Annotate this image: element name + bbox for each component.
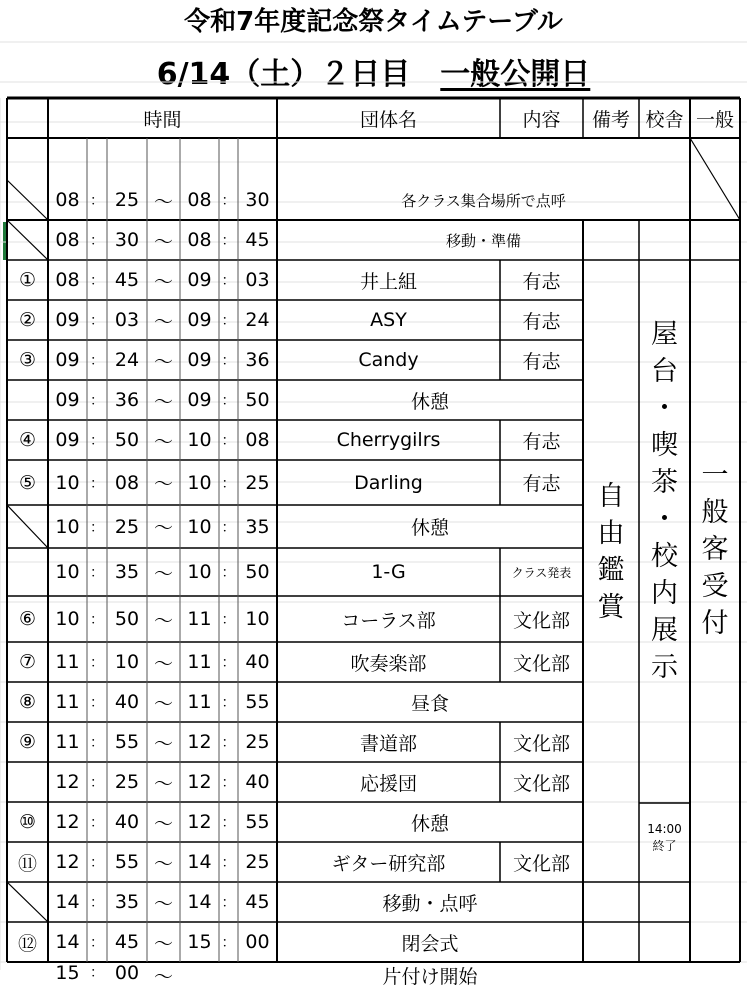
row-number[interactable]: ⑩ [18, 811, 37, 833]
end-minute[interactable]: 10 [245, 608, 270, 630]
end-hour[interactable]: 11 [187, 691, 212, 713]
start-minute[interactable]: 36 [114, 389, 140, 411]
group-name[interactable]: 移動・準備 [445, 231, 521, 250]
end-minute[interactable]: 24 [245, 309, 270, 331]
content-type[interactable]: 文化部 [512, 772, 570, 795]
start-minute[interactable]: 00 [114, 962, 140, 984]
group-name[interactable]: ASY [370, 309, 407, 331]
start-hour[interactable]: 09 [55, 389, 80, 411]
start-minute[interactable]: 35 [114, 561, 140, 583]
group-name[interactable]: コーラス部 [341, 609, 436, 632]
row-number[interactable]: ⑪ [17, 852, 37, 875]
time-colon[interactable]: ： [90, 735, 104, 751]
vertical-char: 客 [701, 534, 729, 565]
start-minute[interactable]: 55 [114, 731, 140, 753]
start-minute[interactable]: 40 [114, 691, 140, 713]
start-minute[interactable]: 55 [114, 851, 140, 873]
time-colon[interactable]: ： [90, 895, 104, 911]
start-hour[interactable]: 11 [55, 691, 80, 713]
end-hour[interactable]: 11 [187, 608, 212, 630]
campus-column-merged[interactable] [639, 220, 690, 803]
vertical-char: 賞 [597, 591, 625, 623]
start-minute[interactable]: 08 [114, 471, 140, 494]
end-hour[interactable]: 09 [187, 389, 212, 411]
vertical-char: 由 [597, 517, 625, 549]
time-colon[interactable]: ： [90, 475, 104, 492]
row-number[interactable]: ③ [18, 349, 37, 371]
time-tilde[interactable]: 〜 [153, 692, 173, 715]
group-name[interactable]: 閉会式 [401, 932, 459, 955]
start-minute[interactable]: 03 [114, 309, 140, 331]
time-colon[interactable]: ： [221, 313, 236, 329]
time-colon[interactable]: ： [221, 815, 236, 831]
time-colon[interactable]: ： [90, 353, 104, 369]
header-campus[interactable]: 校舎 [645, 108, 684, 131]
group-name[interactable]: Darling [354, 471, 423, 494]
time-colon[interactable]: ： [90, 695, 104, 711]
time-colon[interactable]: ： [221, 855, 236, 871]
row-number[interactable]: ② [18, 309, 37, 331]
start-hour[interactable]: 15 [55, 962, 80, 984]
time-tilde[interactable]: 〜 [153, 190, 173, 213]
end-minute[interactable]: 55 [245, 811, 270, 833]
vertical-char: ・ [651, 504, 678, 535]
row-number[interactable] [7, 882, 48, 922]
start-minute[interactable]: 40 [114, 811, 140, 833]
start-minute[interactable]: 30 [114, 229, 140, 251]
end-minute[interactable]: 50 [245, 389, 270, 411]
group-name[interactable]: 休憩 [410, 390, 449, 413]
start-hour[interactable]: 11 [55, 731, 80, 753]
time-tilde[interactable]: 〜 [153, 270, 173, 293]
time-colon[interactable]: ： [221, 433, 236, 449]
row-number[interactable]: ⑫ [17, 932, 37, 955]
time-colon[interactable]: ： [90, 519, 104, 536]
time-colon[interactable]: ： [221, 475, 236, 492]
end-hour[interactable]: 10 [187, 471, 212, 494]
vertical-char: 受 [701, 571, 729, 602]
group-name[interactable]: 1-G [371, 561, 406, 583]
start-hour[interactable]: 09 [55, 349, 80, 371]
time-colon[interactable]: ： [221, 895, 236, 911]
group-name[interactable]: 移動・点呼 [382, 892, 478, 915]
content-type[interactable]: 文化部 [512, 852, 570, 875]
content-type[interactable]: 有志 [522, 430, 561, 453]
row-number[interactable] [7, 762, 48, 802]
start-hour[interactable]: 12 [55, 811, 80, 833]
end-hour[interactable]: 12 [187, 771, 212, 793]
time-tilde[interactable]: 〜 [153, 473, 173, 495]
notes-column-text [598, 478, 625, 626]
time-colon[interactable]: ： [90, 855, 104, 871]
group-name[interactable]: ギター研究部 [331, 852, 446, 875]
row-number[interactable]: ⑦ [18, 651, 37, 673]
start-minute[interactable]: 50 [114, 429, 140, 451]
group-name[interactable]: 片付け開始 [382, 966, 478, 988]
campus-column-text [651, 316, 678, 686]
end-minute[interactable]: 40 [245, 651, 270, 673]
time-tilde[interactable]: 〜 [153, 562, 173, 585]
end-minute[interactable]: 30 [245, 189, 270, 211]
start-hour[interactable]: 12 [55, 771, 80, 793]
header-group[interactable]: 団体名 [359, 108, 417, 131]
vertical-char: ・ [651, 393, 678, 424]
start-hour[interactable]: 10 [55, 608, 80, 630]
end-hour[interactable]: 14 [187, 891, 212, 913]
end-hour[interactable]: 15 [187, 931, 212, 953]
time-tilde[interactable]: 〜 [153, 390, 173, 413]
start-hour[interactable]: 14 [55, 931, 80, 953]
time-colon[interactable]: ： [90, 565, 104, 581]
time-colon[interactable]: ： [221, 393, 236, 409]
start-minute[interactable]: 45 [114, 931, 140, 953]
time-colon[interactable]: ： [90, 193, 104, 209]
start-minute[interactable]: 10 [114, 651, 140, 673]
group-name[interactable]: Candy [358, 349, 419, 371]
time-colon[interactable]: ： [221, 775, 236, 791]
time-tilde[interactable]: 〜 [153, 966, 173, 988]
time-colon[interactable]: ： [90, 815, 104, 831]
subtitle-label: 一般公開日 [440, 57, 591, 92]
content-type[interactable]: 文化部 [512, 652, 570, 675]
time-colon[interactable]: ： [221, 565, 236, 581]
vertical-char: 内 [651, 578, 678, 609]
start-hour[interactable]: 08 [55, 229, 80, 251]
end-hour[interactable]: 12 [187, 731, 212, 753]
time-tilde[interactable]: 〜 [153, 430, 173, 453]
row-number[interactable] [7, 548, 48, 596]
content-type[interactable]: 有志 [522, 270, 561, 293]
content-type[interactable]: 有志 [522, 473, 561, 495]
time-colon[interactable]: ： [90, 433, 104, 449]
start-minute[interactable]: 25 [114, 515, 140, 538]
time-tilde[interactable]: 〜 [153, 892, 173, 915]
row-number[interactable]: ④ [18, 429, 37, 451]
time-colon[interactable]: ： [221, 655, 236, 671]
header-content[interactable]: 内容 [522, 108, 561, 131]
time-colon[interactable]: ： [90, 775, 104, 791]
group-name[interactable]: 吹奏楽部 [350, 652, 427, 675]
time-tilde[interactable]: 〜 [153, 772, 173, 795]
end-hour[interactable]: 12 [187, 811, 212, 833]
subtitle-date: 6/14（土）２日目 [156, 57, 411, 92]
end-minute[interactable]: 25 [245, 731, 270, 753]
row-number[interactable] [7, 380, 48, 420]
row-number[interactable]: ⑧ [18, 691, 37, 713]
end-hour[interactable]: 10 [187, 429, 212, 451]
vertical-char: 屋 [651, 319, 678, 350]
time-colon[interactable]: ： [221, 695, 236, 711]
time-tilde[interactable]: 〜 [153, 517, 173, 539]
content-type[interactable]: 有志 [522, 350, 561, 373]
vertical-char: 一 [701, 460, 729, 491]
time-colon[interactable]: ： [221, 935, 236, 951]
row-number[interactable] [7, 180, 48, 220]
end-minute[interactable]: 40 [245, 771, 270, 793]
general-column-merged[interactable] [690, 220, 740, 962]
end-minute[interactable]: 25 [245, 851, 270, 873]
time-tilde[interactable]: 〜 [153, 609, 173, 632]
start-hour[interactable]: 14 [55, 891, 80, 913]
end-minute[interactable]: 00 [245, 931, 270, 953]
time-tilde[interactable]: 〜 [153, 932, 173, 955]
start-minute[interactable]: 25 [114, 189, 140, 211]
time-tilde[interactable]: 〜 [153, 310, 173, 333]
row-number[interactable]: ⑨ [18, 731, 37, 753]
start-minute[interactable]: 50 [114, 608, 140, 630]
start-hour[interactable]: 11 [55, 651, 80, 673]
diagonal-slash [690, 138, 740, 220]
time-colon[interactable]: ： [90, 393, 104, 409]
start-minute[interactable]: 24 [114, 349, 140, 371]
header-general[interactable]: 一般 [695, 108, 734, 131]
vertical-char: 付 [701, 608, 729, 639]
start-minute[interactable]: 35 [114, 891, 140, 913]
end-hour[interactable]: 09 [187, 309, 212, 331]
start-hour[interactable]: 08 [55, 269, 80, 291]
vertical-char: 示 [651, 652, 678, 683]
time-colon[interactable]: ： [90, 612, 104, 628]
vertical-char: 喫 [651, 430, 678, 461]
vertical-char: 般 [701, 497, 729, 528]
start-hour[interactable]: 10 [55, 515, 80, 538]
page-title: 令和7年度記念祭タイムテーブル [184, 7, 563, 37]
group-name[interactable]: 休憩 [410, 812, 449, 835]
time-colon[interactable]: ： [221, 193, 236, 209]
content-type[interactable]: 有志 [522, 310, 561, 333]
end-minute[interactable]: 08 [245, 429, 270, 451]
header-notes[interactable]: 備考 [591, 108, 630, 131]
group-name[interactable]: 休憩 [410, 517, 449, 539]
general-column-text [702, 457, 729, 642]
time-colon[interactable]: ： [221, 353, 236, 369]
time-colon[interactable]: ： [221, 273, 236, 289]
vertical-char: 校 [651, 541, 678, 572]
row-number[interactable]: ① [18, 269, 37, 291]
end-minute[interactable]: 36 [245, 349, 270, 371]
group-name[interactable]: 書道部 [359, 732, 417, 755]
end-minute[interactable]: 45 [245, 229, 270, 251]
group-name[interactable]: 応援団 [359, 772, 417, 795]
group-name[interactable]: 井上組 [359, 270, 417, 293]
end-hour[interactable]: 09 [187, 269, 212, 291]
end-hour[interactable]: 14 [187, 851, 212, 873]
end-minute[interactable]: 25 [245, 471, 270, 494]
row-number[interactable] [7, 220, 48, 260]
time-colon[interactable]: ： [90, 313, 104, 329]
notes-column-merged[interactable] [583, 220, 639, 883]
time-colon[interactable]: ： [90, 655, 104, 671]
start-hour[interactable]: 08 [55, 189, 80, 211]
start-hour[interactable]: 09 [55, 309, 80, 331]
end-hour[interactable]: 08 [187, 189, 212, 211]
content-type[interactable]: 文化部 [512, 609, 570, 632]
header-time[interactable]: 時間 [143, 108, 182, 131]
time-colon[interactable]: ： [221, 612, 236, 628]
time-colon[interactable]: ： [221, 233, 236, 249]
vertical-char: 茶 [651, 467, 678, 498]
vertical-char: 鑑 [597, 554, 625, 586]
time-tilde[interactable]: 〜 [153, 350, 173, 373]
group-name[interactable]: 昼食 [410, 692, 449, 715]
time-tilde[interactable]: 〜 [153, 812, 173, 835]
end-minute[interactable]: 50 [245, 561, 270, 583]
end-hour[interactable]: 10 [187, 561, 212, 583]
time-tilde[interactable]: 〜 [153, 852, 173, 875]
start-minute[interactable]: 25 [114, 771, 140, 793]
time-colon[interactable]: ： [221, 735, 236, 751]
end-hour[interactable]: 08 [187, 229, 212, 251]
row-number[interactable]: ⑤ [18, 471, 37, 494]
vertical-char: 展 [651, 615, 678, 646]
content-type[interactable]: クラス発表 [511, 565, 572, 580]
start-hour[interactable]: 10 [55, 561, 80, 583]
end-minute[interactable]: 45 [245, 891, 270, 913]
row-number[interactable]: ⑥ [18, 608, 37, 630]
end-hour[interactable]: 09 [187, 349, 212, 371]
group-name[interactable]: Cherrygilrs [336, 429, 441, 451]
start-minute[interactable]: 45 [114, 269, 140, 291]
row-number[interactable] [7, 505, 48, 548]
start-hour[interactable]: 12 [55, 851, 80, 873]
vertical-char: 自 [597, 480, 625, 512]
end-minute[interactable]: 03 [245, 269, 270, 291]
time-colon[interactable]: ： [221, 519, 236, 536]
time-tilde[interactable]: 〜 [153, 230, 173, 253]
time-colon[interactable]: ： [90, 935, 104, 951]
time-colon[interactable]: ： [90, 273, 104, 289]
time-tilde[interactable]: 〜 [153, 732, 173, 755]
campus-end-time[interactable]: 14:00 終了 [647, 822, 682, 853]
start-hour[interactable]: 09 [55, 429, 80, 451]
time-tilde[interactable]: 〜 [153, 652, 173, 675]
end-minute[interactable]: 35 [245, 515, 270, 538]
end-hour[interactable]: 11 [187, 651, 212, 673]
group-name[interactable]: 各クラス集合場所で点呼 [401, 191, 566, 210]
time-colon[interactable]: ： [90, 233, 104, 249]
start-hour[interactable]: 10 [55, 471, 80, 494]
end-hour[interactable]: 10 [187, 515, 212, 538]
content-type[interactable]: 文化部 [512, 732, 570, 755]
vertical-char: 台 [651, 356, 678, 387]
end-minute[interactable]: 55 [245, 691, 270, 713]
time-colon[interactable]: ： [90, 965, 104, 981]
